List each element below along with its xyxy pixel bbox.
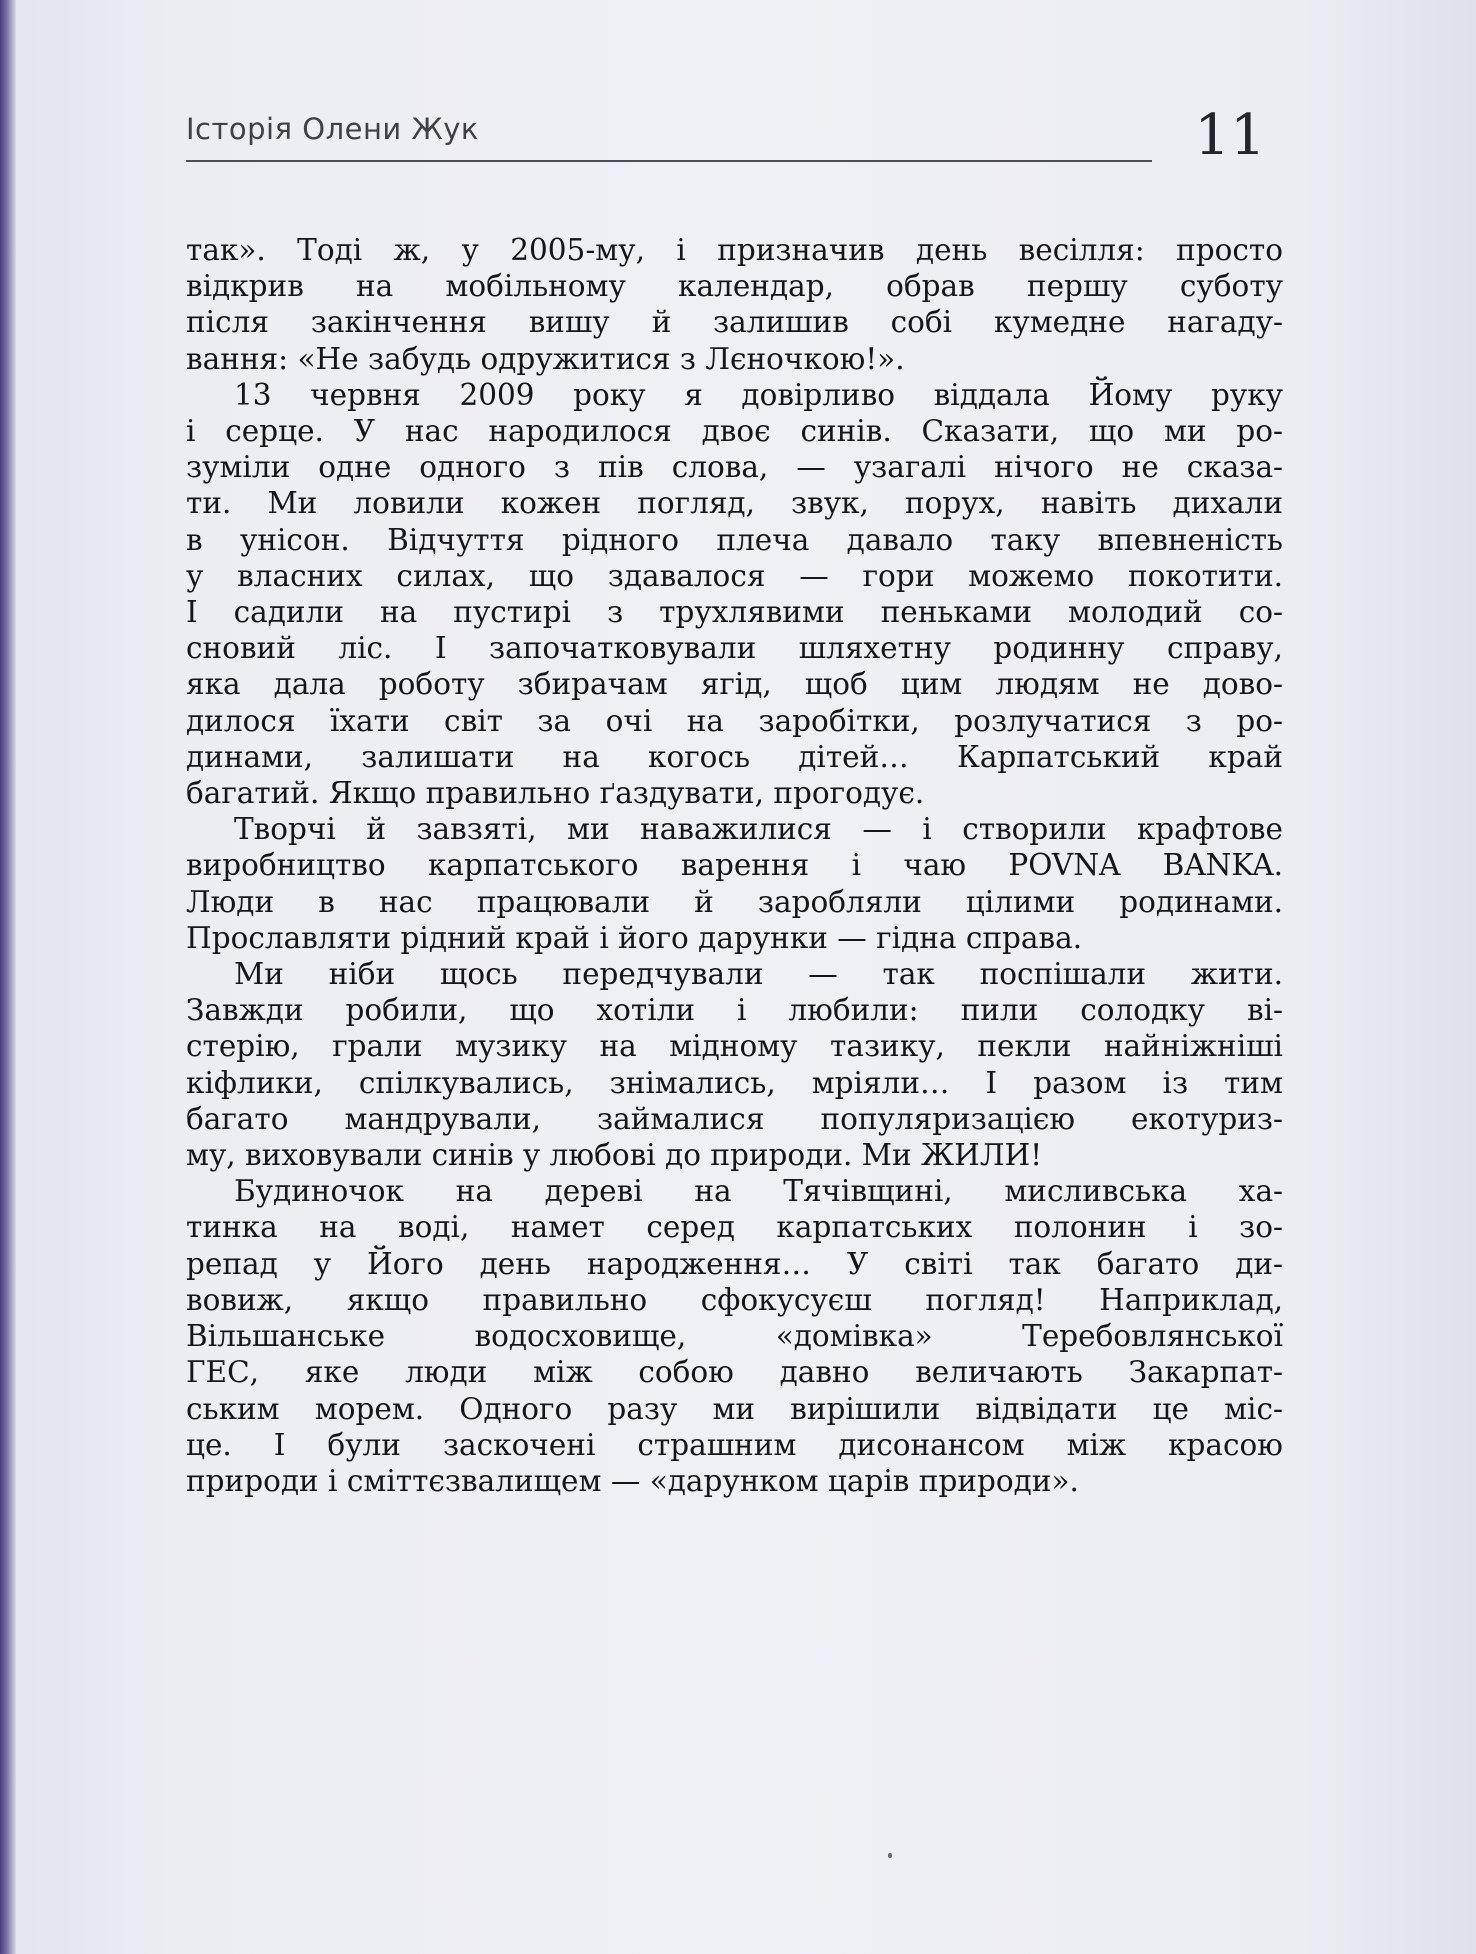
text-line: зуміли одне одного з пів слова, — узагалі нічого не сказа- [186, 450, 1283, 485]
text-line: кіфлики, спілкувались, знімались, мріяли… І разом із тим [186, 1065, 1283, 1100]
text-line: ським морем. Одного разу ми вирішили відвідати це міс- [186, 1391, 1283, 1426]
header-rule [186, 160, 1152, 162]
paragraph [186, 1173, 1283, 1499]
print-speck [888, 1853, 892, 1858]
text-line: в унісон. Відчуття рідного плеча давало таку впевненість [186, 522, 1283, 557]
paragraph [186, 232, 1283, 377]
text-line: Люди в нас працювали й заробляли цілими родинами. [186, 884, 1283, 919]
text-line: репад у Його день народження… У світі так багато ди- [186, 1246, 1283, 1281]
paragraph [186, 811, 1283, 956]
text-line: це. І були заскочені страшним дисонансом між красою [186, 1427, 1283, 1462]
text-line: Вільшанське водосховище, «домівка» Теребовлянської [186, 1319, 1283, 1354]
text-line: Ми ніби щось передчували — так поспішали жити. [234, 957, 1283, 992]
text-line: му, виховували синів у любові до природи. Ми ЖИЛИ! [186, 1138, 1043, 1173]
text-line: І садили на пустирі з трухлявими пеньками молодий со- [186, 595, 1283, 630]
text-line: природи і сміттєзвалищем — «дарунком царів природи». [186, 1463, 1079, 1498]
text-line: 13 червня 2009 року я довірливо віддала Йому руку [234, 377, 1283, 412]
page-binding-edge [0, 0, 16, 1954]
body-text [186, 232, 1283, 1499]
text-line: багатий. Якщо правильно ґаздувати, прогодує. [186, 776, 925, 811]
paragraph [186, 377, 1283, 811]
text-line: і серце. У нас народилося двоє синів. Сказати, що ми ро- [186, 414, 1283, 449]
text-line: тинка на воді, намет серед карпатських полонин і зо- [186, 1210, 1283, 1245]
text-line: яка дала роботу збирачам ягід, щоб цим людям не дово- [186, 667, 1283, 702]
text-line: вання: «Не забудь одружитися з Лєночкою!». [186, 341, 905, 376]
text-line: динами, залишати на когось дітей… Карпатський край [186, 739, 1283, 774]
text-line: відкрив на мобільному календар, обрав першу суботу [186, 269, 1283, 304]
page-number: 11 [1194, 103, 1266, 168]
text-line: у власних силах, що здавалося — гори можемо покотити. [186, 558, 1283, 593]
text-line: Будиночок на дереві на Тячівщині, мисливська ха- [234, 1174, 1283, 1209]
text-line: Прославляти рідний край і його дарунки — гідна справа. [186, 920, 1083, 955]
text-line: ти. Ми ловили кожен погляд, звук, порух, навіть дихали [186, 486, 1283, 521]
text-line: ГЕС, яке люди між собою давно величають Закарпат- [186, 1355, 1283, 1390]
text-line: стерію, грали музику на мідному тазику, пекли найніжніші [186, 1029, 1283, 1064]
text-line: дилося їхати світ за очі на заробітки, розлучатися з ро- [186, 703, 1283, 738]
text-line: Творчі й завзяті, ми наважилися — і створили крафтове [234, 812, 1283, 847]
text-line: Завжди робили, що хотіли і любили: пили солодку ві- [186, 993, 1283, 1028]
text-line: так». Тоді ж, у 2005-му, і призначив день весілля: просто [186, 233, 1283, 267]
text-line: сновий ліс. І започатковували шляхетну родинну справу, [186, 631, 1283, 666]
text-line: багато мандрували, займалися популяризацією екотуриз- [186, 1101, 1283, 1136]
running-title: Історія Олени Жук [186, 112, 479, 146]
paragraph [186, 956, 1283, 1173]
text-line: вовиж, якщо правильно сфокусуєш погляд! Наприклад, [186, 1282, 1283, 1317]
text-line: після закінчення вишу й залишив собі кумедне нагаду- [186, 305, 1283, 340]
text-line: виробництво карпатського варення і чаю POVNA BANKA. [186, 848, 1283, 883]
